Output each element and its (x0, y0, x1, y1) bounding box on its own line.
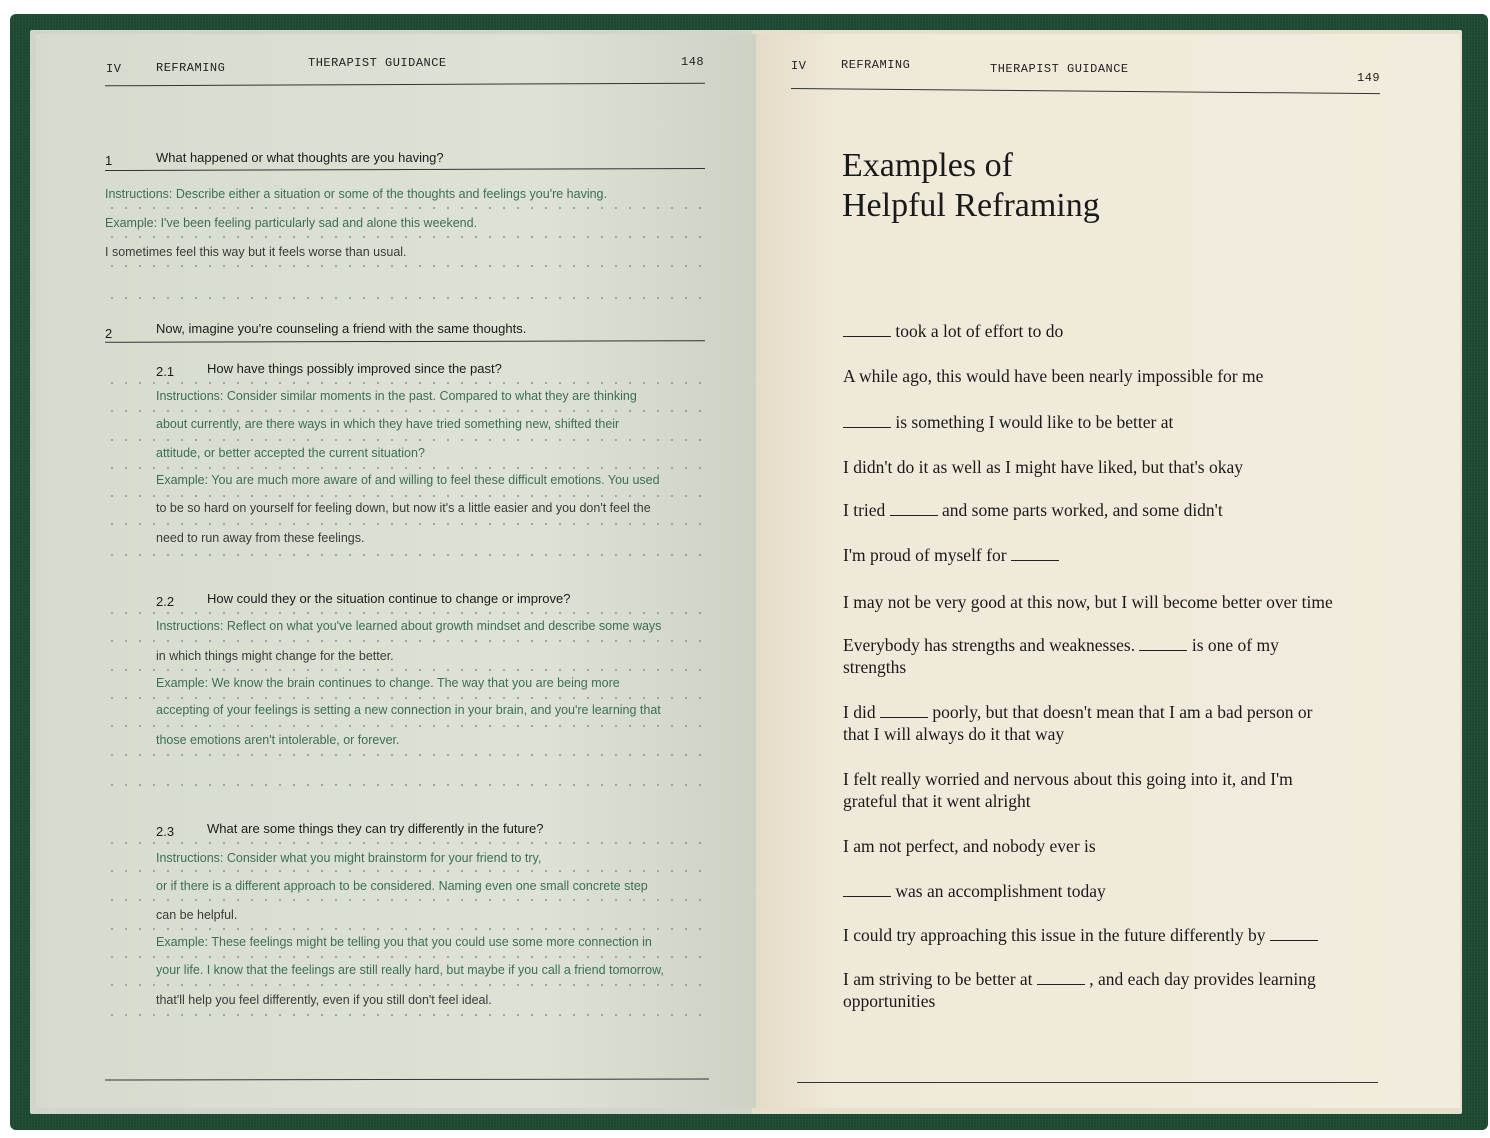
dotted-line (105, 207, 710, 209)
q2-3-number: 2.3 (156, 824, 175, 839)
reframing-example (843, 880, 1343, 902)
right-header-page-number: 149 (1357, 71, 1381, 85)
dotted-line (105, 784, 710, 786)
dotted-line (105, 640, 710, 642)
q2-3-question: What are some things they can try differently in the future? (207, 821, 544, 836)
reframing-example (843, 701, 1343, 745)
right-header-section: IV (791, 59, 807, 73)
q2-3-instructions-line: can be helpful. (156, 908, 238, 922)
title-line-2: Helpful Reframing (842, 187, 1100, 224)
dotted-line (105, 439, 710, 441)
q2-1-example-line: Example: You are much more aware of and willing to feel these difficult emotions. You used (156, 473, 660, 487)
dotted-line (105, 236, 710, 238)
fill-in-blank[interactable] (1011, 548, 1059, 561)
fill-in-blank[interactable] (1037, 972, 1085, 985)
q2-3-instructions-line: or if there is a different approach to be considered. Naming even one small concrete step (156, 879, 648, 893)
example-text-after: poorly, but that doesn't mean that I am a bad person or that I will always do it that way (843, 702, 1313, 744)
q2-2-example-line: Example: We know the brain continues to change. The way that you are being more (156, 676, 620, 690)
q2-3-example-line: that'll help you feel differently, even if you still don't feel ideal. (156, 993, 492, 1007)
dotted-line (105, 297, 710, 299)
example-text-after: , and each day provides learning opportunities (843, 969, 1316, 1011)
title-line-1: Examples of (842, 147, 1013, 184)
fill-in-blank[interactable] (890, 503, 938, 516)
reframing-example (843, 924, 1343, 946)
reframing-example (843, 411, 1343, 433)
left-header-page-number: 148 (681, 55, 705, 69)
reframing-example (843, 499, 1343, 521)
dotted-line (105, 265, 710, 267)
example-text-before: Everybody has strengths and weaknesses. (843, 635, 1140, 655)
dotted-line (105, 697, 710, 699)
example-text: A while ago, this would have been nearly impossible for me (843, 366, 1264, 386)
reframing-example (843, 320, 1343, 342)
q2-1-instructions-line: attitude, or better accepted the current situation? (156, 446, 425, 460)
fill-in-blank[interactable] (880, 705, 928, 718)
reframing-example (843, 456, 1343, 478)
dotted-line (105, 554, 710, 556)
fill-in-blank[interactable] (1139, 638, 1187, 651)
q2-2-number: 2.2 (156, 594, 175, 609)
dotted-line (105, 754, 710, 756)
reframing-example (843, 835, 1343, 857)
dotted-line (105, 842, 710, 844)
reframing-example (843, 768, 1343, 812)
example-text: I am not perfect, and nobody ever is (843, 836, 1096, 856)
q2-2-example-line: accepting of your feelings is setting a new connection in your brain, and you're learning that (156, 703, 661, 717)
dotted-line (105, 870, 710, 872)
fill-in-blank[interactable] (843, 415, 891, 428)
reframing-example (843, 544, 1343, 566)
dotted-line (105, 1014, 710, 1016)
example-text-after: took a lot of effort to do (891, 321, 1064, 341)
dotted-line (105, 984, 710, 986)
q2-1-instructions-line: about currently, are there ways in which they have tried something new, shifted their (156, 417, 620, 431)
dotted-line (105, 669, 710, 671)
q2-2-instructions-line: Instructions: Reflect on what you've learned about growth mindset and describe some ways (156, 619, 662, 633)
example-text-after: is something I would like to be better at (891, 412, 1174, 432)
example-text: I may not be very good at this now, but I will become better over time (843, 592, 1333, 612)
right-footer-rule (797, 1082, 1378, 1083)
q2-question: Now, imagine you're counseling a friend with the same thoughts. (156, 321, 527, 336)
dotted-line (105, 495, 710, 497)
right-header-chapter: REFRAMING (841, 58, 911, 72)
q2-number: 2 (105, 326, 113, 341)
example-text-before: I did (843, 702, 880, 722)
q2-2-example-line: those emotions aren't intolerable, or forever. (156, 733, 400, 747)
example-text: I didn't do it as well as I might have liked, but that's okay (843, 457, 1243, 477)
q1-instructions: Instructions: Describe either a situation or some of the thoughts and feelings you're having. (105, 187, 607, 201)
example-text-after: is one of my strengths (843, 635, 1279, 677)
fill-in-blank[interactable] (843, 324, 891, 337)
q2-3-example-line: your life. I know that the feelings are still really hard, but maybe if you call a friend tomorrow, (156, 963, 664, 977)
dotted-line (105, 899, 710, 901)
example-text: I felt really worried and nervous about this going into it, and I'm grateful that it went alright (843, 769, 1293, 811)
reframing-example (843, 634, 1343, 678)
q2-1-example-line: need to run away from these feelings. (156, 531, 365, 545)
dotted-line (105, 410, 710, 412)
q2-1-instructions-line: Instructions: Consider similar moments in the past. Compared to what they are thinking (156, 389, 637, 403)
q2-1-number: 2.1 (156, 364, 175, 379)
q2-1-example-line: to be so hard on yourself for feeling down, but now it's a little easier and you don't feel the (156, 501, 651, 515)
left-header-guide: THERAPIST GUIDANCE (308, 56, 447, 70)
q2-1-question: How have things possibly improved since the past? (207, 361, 502, 376)
q2-3-instructions-line: Instructions: Consider what you might brainstorm for your friend to try, (156, 851, 542, 865)
right-header-guide: THERAPIST GUIDANCE (990, 62, 1129, 76)
dotted-line (105, 523, 710, 525)
q1-number: 1 (105, 153, 113, 168)
dotted-line (105, 928, 710, 930)
dotted-line (105, 956, 710, 958)
reframing-example (843, 968, 1343, 1012)
reframing-example (843, 365, 1343, 387)
example-text-before: I could try approaching this issue in the future differently by (843, 925, 1270, 945)
example-text-before: I tried (843, 500, 890, 520)
left-header-chapter: REFRAMING (156, 61, 226, 75)
fill-in-blank[interactable] (843, 884, 891, 897)
dotted-line (105, 612, 710, 614)
dotted-line (105, 467, 710, 469)
page-title (842, 146, 1100, 226)
dotted-line (105, 382, 710, 384)
dotted-line (105, 725, 710, 727)
fill-in-blank[interactable] (1270, 928, 1318, 941)
q2-2-instructions-line: in which things might change for the better. (156, 649, 394, 663)
example-text-before: I am striving to be better at (843, 969, 1037, 989)
q2-2-question: How could they or the situation continue to change or improve? (207, 591, 571, 606)
q2-3-example-line: Example: These feelings might be telling you that you could use some more connection in (156, 935, 652, 949)
example-text-after: and some parts worked, and some didn't (937, 500, 1223, 520)
reframing-example (843, 591, 1343, 613)
q1-example-continued: I sometimes feel this way but it feels worse than usual. (105, 245, 407, 259)
example-text-before: I'm proud of myself for (843, 545, 1011, 565)
example-text-after: was an accomplishment today (891, 881, 1106, 901)
q1-example: Example: I've been feeling particularly sad and alone this weekend. (105, 216, 478, 230)
left-header-section: IV (106, 62, 122, 76)
q1-question: What happened or what thoughts are you having? (156, 150, 444, 165)
